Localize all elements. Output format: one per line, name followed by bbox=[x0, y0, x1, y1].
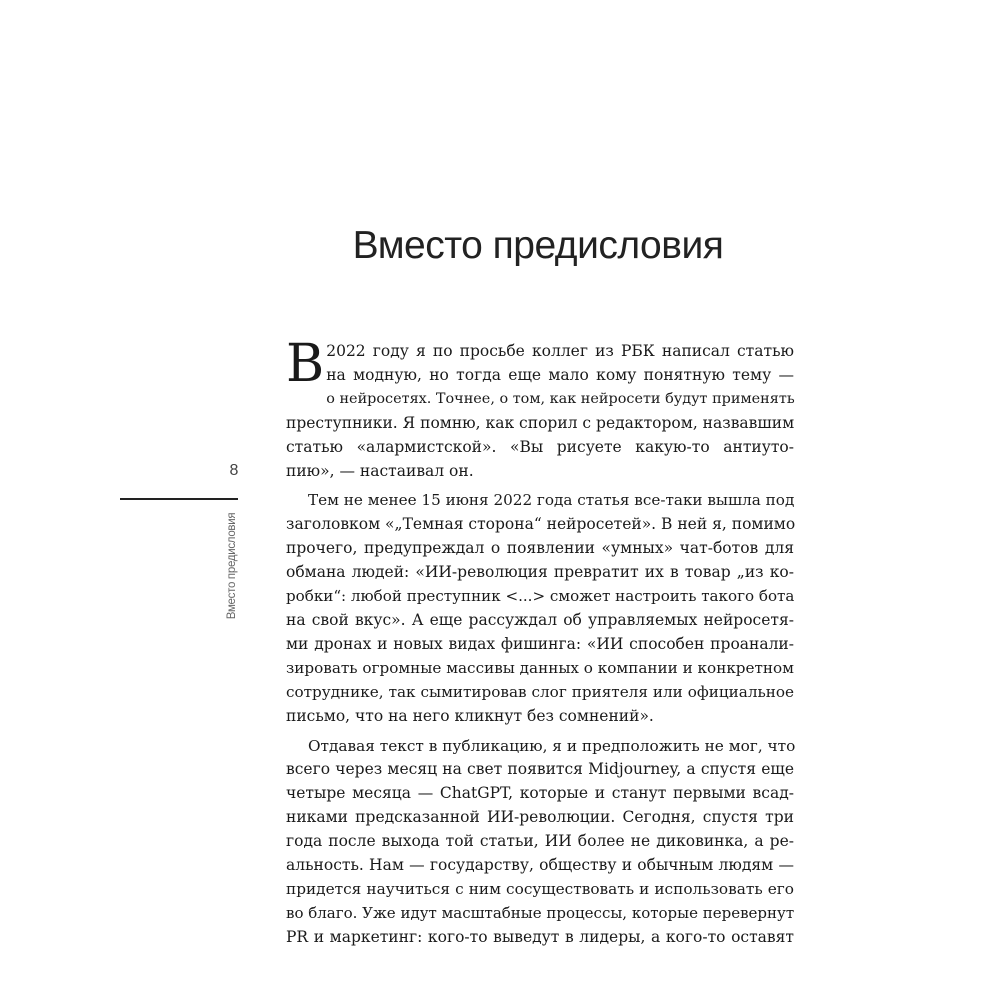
text-line: зировать огромные массивы данных о компании и конкретном bbox=[286, 658, 794, 677]
text-line: робки“: любой преступник <...> сможет настроить такого бота bbox=[286, 587, 795, 606]
paragraph-3 bbox=[286, 735, 794, 950]
running-head: Вместо предисловия bbox=[226, 512, 238, 620]
text-line: Отдавая текст в публикацию, я и предположить не мог, что bbox=[308, 736, 796, 755]
paragraph-1 bbox=[286, 334, 795, 483]
text-line: сотруднике, так сымитировав слог приятеля или официальное bbox=[286, 682, 794, 701]
text-line: во благо. Уже идут масштабные процессы, которые перевернут bbox=[286, 903, 795, 922]
page-title: Вместо предисловия bbox=[352, 224, 724, 267]
paragraph-2 bbox=[286, 489, 794, 728]
text-line: статью «алармистской». «Вы рисуете какую-то антиуто- bbox=[286, 437, 794, 456]
text-line: всего через месяц на свет появится Midjourney, а спустя еще bbox=[286, 760, 794, 779]
text-line: прочего, предупреждал о появлении «умных» чат-ботов для bbox=[286, 539, 794, 558]
body-text bbox=[286, 334, 796, 950]
text-line: PR и маркетинг: кого-то выведут в лидеры, а кого-то оставят bbox=[286, 927, 794, 946]
margin-rule bbox=[120, 498, 238, 500]
text-line: ми дронах и новых видах фишинга: «ИИ способен проанали- bbox=[286, 634, 794, 653]
text-line: никами предсказанной ИИ-революции. Сегодня, спустя три bbox=[286, 808, 794, 827]
text-line: пию», — настаивал он. bbox=[286, 461, 474, 480]
text-line: четыре месяца — ChatGPT, которые и станут первыми всад- bbox=[286, 784, 794, 803]
text-line: придется научиться с ним сосуществовать и использовать его bbox=[286, 879, 794, 898]
text-line: 2022 году я по просьбе коллег из РБК написал статью bbox=[326, 342, 794, 360]
drop-cap: В bbox=[286, 334, 325, 394]
text-line: альность. Нам — государству, обществу и обычным людям — bbox=[286, 856, 794, 875]
text-line: преступники. Я помню, как спорил с редактором, назвавшим bbox=[286, 413, 795, 432]
text-line: на свой вкус». А еще рассуждал об управляемых нейросетя- bbox=[286, 610, 794, 629]
text-line: на модную, но тогда еще мало кому понятную тему — bbox=[326, 365, 794, 384]
text-line: о нейросетях. Точнее, о том, как нейросети будут применять bbox=[326, 390, 795, 407]
page-number: 8 bbox=[229, 462, 239, 479]
text-line: заголовком «„Темная сторона“ нейросетей». В ней я, помимо bbox=[286, 515, 796, 534]
text-line: обмана людей: «ИИ-революция превратит их в товар „из ко- bbox=[286, 563, 794, 582]
text-line: года после выхода той статьи, ИИ более не диковинка, а ре- bbox=[286, 832, 794, 851]
text-line: письмо, что на него кликнут без сомнений». bbox=[286, 706, 654, 725]
text-line: Тем не менее 15 июня 2022 года статья все-таки вышла под bbox=[308, 491, 795, 510]
